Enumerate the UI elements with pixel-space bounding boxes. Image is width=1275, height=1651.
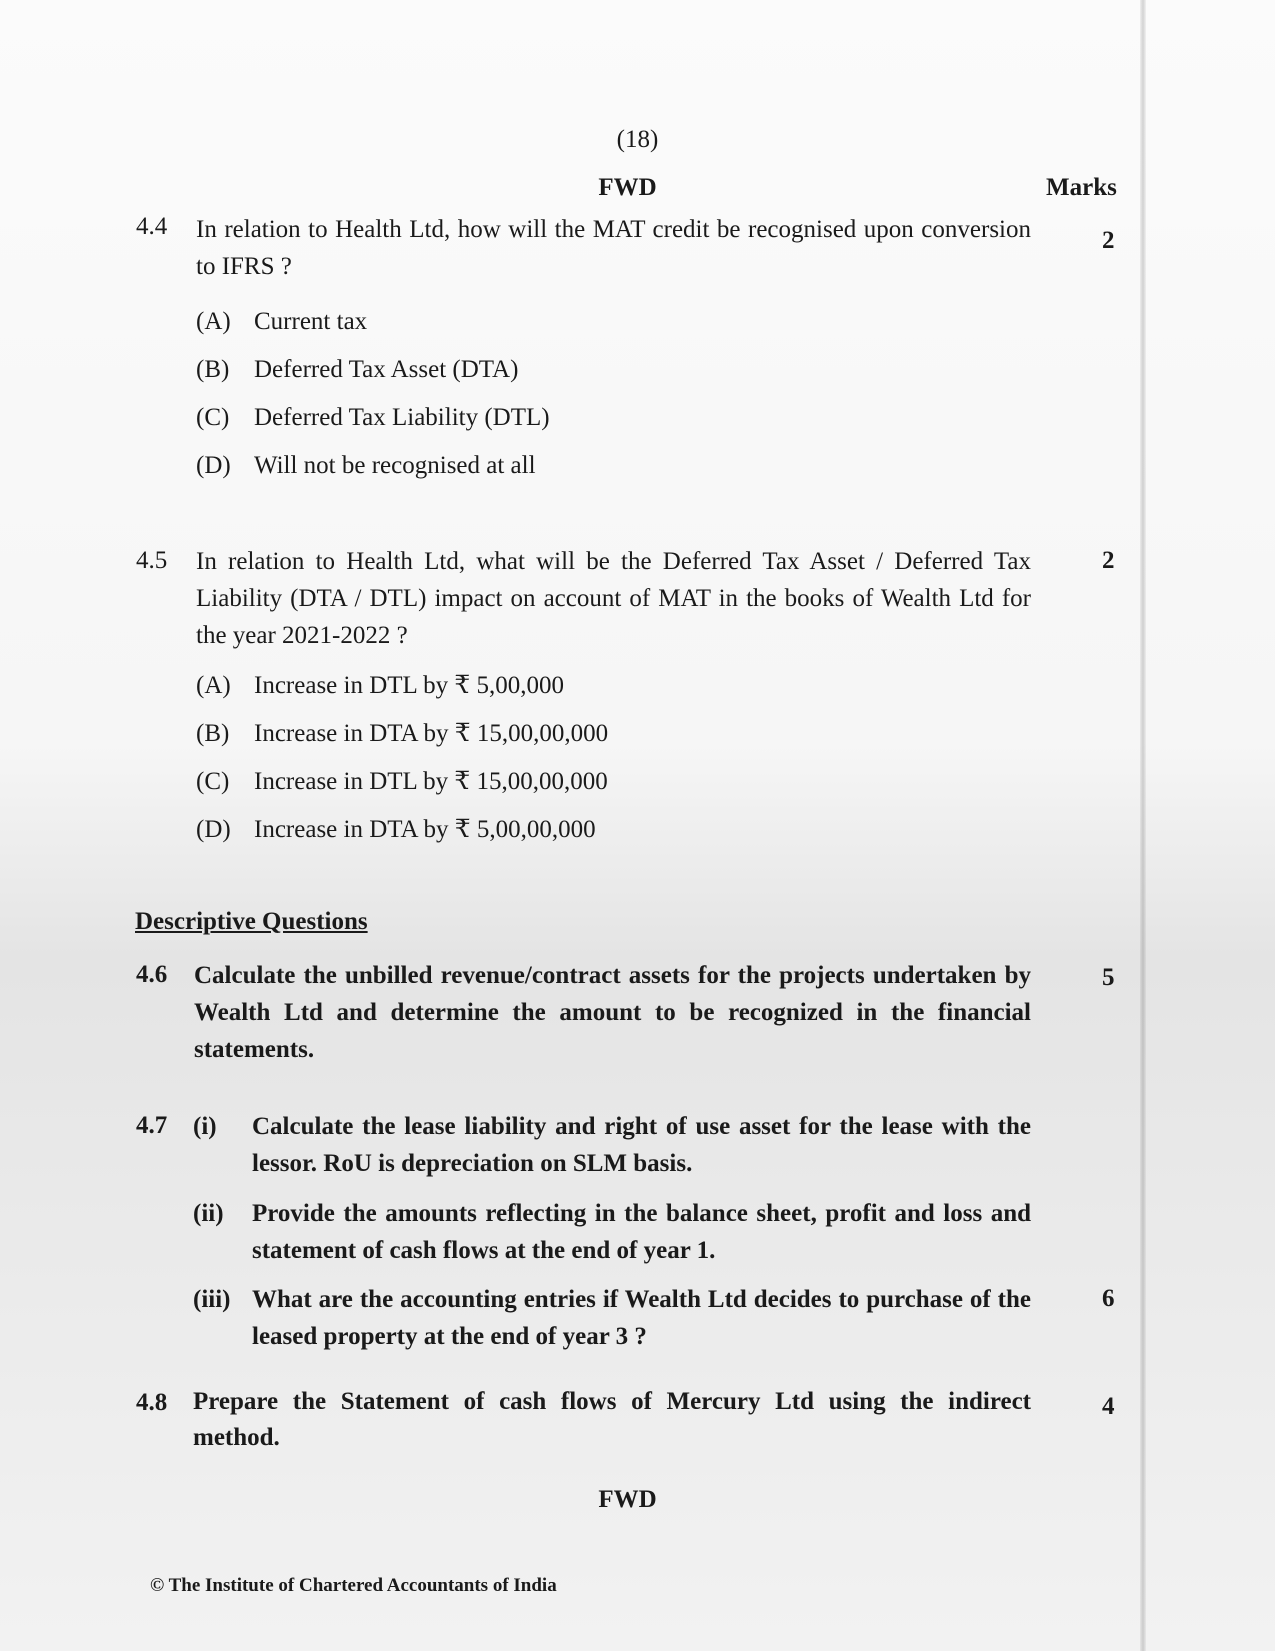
option-4-4-a (196, 308, 367, 336)
sub-question-label: (i) (193, 1113, 217, 1140)
option-text: Deferred Tax Asset (DTA) (254, 356, 519, 383)
header-fwd: FWD (598, 174, 657, 201)
page-edge-shadow (1140, 0, 1146, 1651)
sub-question-text: Calculate the lease liability and right of use asset for the lease with the lessor. RoU is depreciation on SLM basis. (252, 1113, 1031, 1177)
question-text-4-5: In relation to Health Ltd, what will be the Deferred Tax Asset / Deferred Tax Liability (DTA / DTL) impact on account of MAT in the books of Wealth Ltd for the year 2021-2022 ? (196, 548, 1031, 649)
marks-column-heading: Marks (1046, 174, 1117, 201)
option-text: Current tax (254, 308, 368, 335)
question-text-4-8: Prepare the Statement of cash flows of Mercury Ltd using the indirect method. (193, 1388, 1031, 1451)
question-number-4-8: 4.8 (136, 1389, 168, 1416)
option-4-5-a (196, 670, 564, 700)
sub-question-4-7-ii (193, 1195, 1031, 1273)
footer-fwd: FWD (598, 1486, 657, 1513)
question-text-4-6: Calculate the unbilled revenue/contract assets for the projects undertaken by Wealth Ltd and determine the amount to be recognized in the financial statements. (194, 962, 1031, 1063)
question-number-4-6: 4.6 (136, 961, 168, 988)
question-number-4-7: 4.7 (136, 1112, 168, 1139)
option-4-4-c (196, 404, 550, 432)
option-4-5-d (196, 814, 596, 844)
option-text: Deferred Tax Liability (DTL) (254, 404, 550, 431)
option-4-4-b (196, 356, 518, 384)
option-4-5-c (196, 766, 608, 796)
option-label: (B) (196, 356, 230, 383)
option-label: (C) (196, 768, 230, 795)
marks-4-6: 5 (1102, 964, 1115, 991)
sub-question-label: (iii) (193, 1286, 231, 1313)
sub-question-text: What are the accounting entries if Wealth Ltd decides to purchase of the leased property at the end of year 3 ? (252, 1286, 1031, 1350)
marks-4-7: 6 (1102, 1285, 1115, 1312)
option-text: Increase in DTA by ₹ 5,00,00,000 (254, 816, 596, 843)
sub-question-4-7-i (193, 1108, 1031, 1186)
option-label: (A) (196, 308, 231, 335)
section-heading-descriptive: Descriptive Questions (135, 908, 368, 935)
option-label: (D) (196, 452, 231, 479)
option-text: Will not be recognised at all (254, 452, 536, 479)
marks-4-4: 2 (1102, 227, 1115, 254)
copyright-notice: © The Institute of Chartered Accountants of India (150, 1575, 557, 1596)
question-number-4-4: 4.4 (136, 213, 168, 240)
option-label: (B) (196, 720, 230, 747)
option-text: Increase in DTL by ₹ 15,00,00,000 (254, 768, 608, 795)
question-number-4-5: 4.5 (136, 547, 168, 574)
option-4-5-b (196, 718, 608, 748)
marks-4-8: 4 (1102, 1393, 1115, 1420)
sub-question-4-7-iii (193, 1281, 1031, 1359)
page-number: (18) (616, 126, 659, 153)
option-label: (C) (196, 404, 230, 431)
option-text: Increase in DTL by ₹ 5,00,000 (254, 672, 565, 699)
marks-4-5: 2 (1102, 547, 1115, 574)
sub-question-label: (ii) (193, 1200, 224, 1227)
option-label: (A) (196, 672, 231, 699)
sub-question-text: Provide the amounts reflecting in the balance sheet, profit and loss and statement of cash flows at the end of year 1. (252, 1200, 1031, 1264)
option-label: (D) (196, 816, 231, 843)
option-4-4-d (196, 452, 536, 480)
question-text-4-4: In relation to Health Ltd, how will the MAT credit be recognised upon conversion to IFRS ? (196, 216, 1031, 280)
option-text: Increase in DTA by ₹ 15,00,00,000 (254, 720, 609, 747)
